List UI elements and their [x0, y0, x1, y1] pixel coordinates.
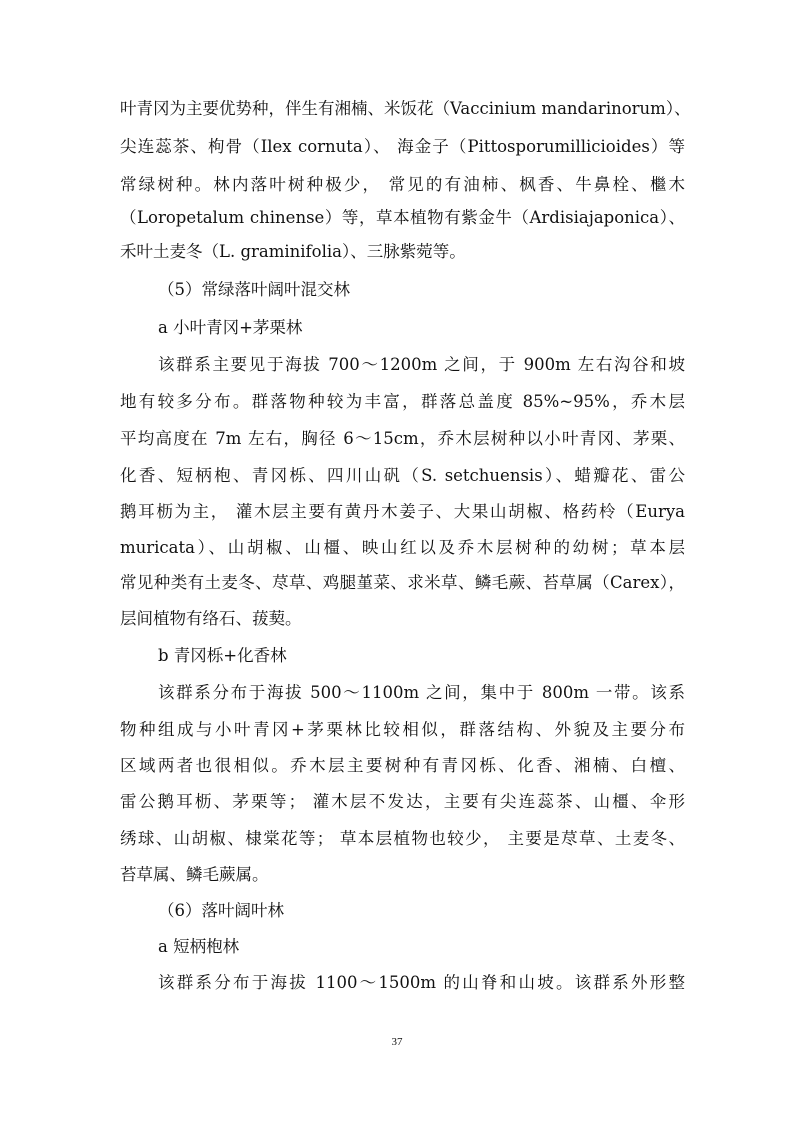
- section-heading: （5）常绿落叶阔叶混交林: [158, 280, 350, 299]
- text-line: （Loropetalum chinense）等，草本植物有紫金牛（Ardisiajaponica）、: [120, 208, 685, 227]
- text-line: 常绿树种。林内落叶树种极少， 常见的有油柿、枫香、牛鼻栓、檵木: [120, 175, 685, 194]
- text-line: 苔草属、鳞毛蕨属。: [120, 865, 269, 884]
- text-line: 物种组成与小叶青冈+茅栗林比较相似，群落结构、外貌及主要分布: [120, 720, 685, 739]
- subsection-heading: a 短柄枹林: [158, 937, 240, 956]
- section-heading: （6）落叶阔叶林: [158, 901, 284, 920]
- subsection-heading: b 青冈栎+化香林: [158, 646, 287, 665]
- text-line: 该群系分布于海拔 1100～1500m 的山脊和山坡。该群系外形整: [158, 973, 685, 992]
- page-number: 37: [391, 1036, 403, 1048]
- text-line: 叶青冈为主要优势种，伴生有湘楠、米饭花（Vaccinium mandarinorum）、: [120, 99, 691, 118]
- subsection-heading: a 小叶青冈+茅栗林: [158, 318, 303, 337]
- text-line: 该群系主要见于海拔 700～1200m 之间，于 900m 左右沟谷和坡: [158, 355, 685, 374]
- text-line: 鹅耳枥为主， 灌木层主要有黄丹木姜子、大果山胡椒、格药柃（Eurya: [120, 502, 685, 521]
- text-line: 层间植物有络石、菝葜。: [120, 609, 302, 628]
- text-line: 禾叶土麦冬（L. graminifolia）、三脉紫菀等。: [120, 242, 466, 261]
- text-line: 化香、短柄枹、青冈栎、四川山矾（S. setchuensis）、蜡瓣花、雷公: [120, 466, 685, 485]
- text-line: 该群系分布于海拔 500～1100m 之间，集中于 800m 一带。该系: [158, 683, 685, 702]
- text-line: 尖连蕊茶、枸骨（Ilex cornuta）、 海金子（Pittosporumillicioides）等: [120, 137, 685, 156]
- text-line: 区域两者也很相似。乔木层主要树种有青冈栎、化香、湘楠、白檀、: [120, 756, 685, 775]
- text-line: 常见种类有土麦冬、荩草、鸡腿堇菜、求米草、鳞毛蕨、苔草属（Carex），: [120, 573, 685, 592]
- text-line: 绣球、山胡椒、棣棠花等； 草本层植物也较少， 主要是荩草、土麦冬、: [120, 829, 685, 848]
- text-line: 雷公鹅耳枥、茅栗等； 灌木层不发达，主要有尖连蕊茶、山橿、伞形: [120, 792, 685, 811]
- text-line: muricata）、山胡椒、山橿、映山红以及乔木层树种的幼树；草本层: [120, 538, 685, 557]
- text-line: 平均高度在 7m 左右，胸径 6～15cm，乔木层树种以小叶青冈、茅栗、: [120, 429, 685, 448]
- text-line: 地有较多分布。群落物种较为丰富，群落总盖度 85%~95%，乔木层: [120, 392, 685, 411]
